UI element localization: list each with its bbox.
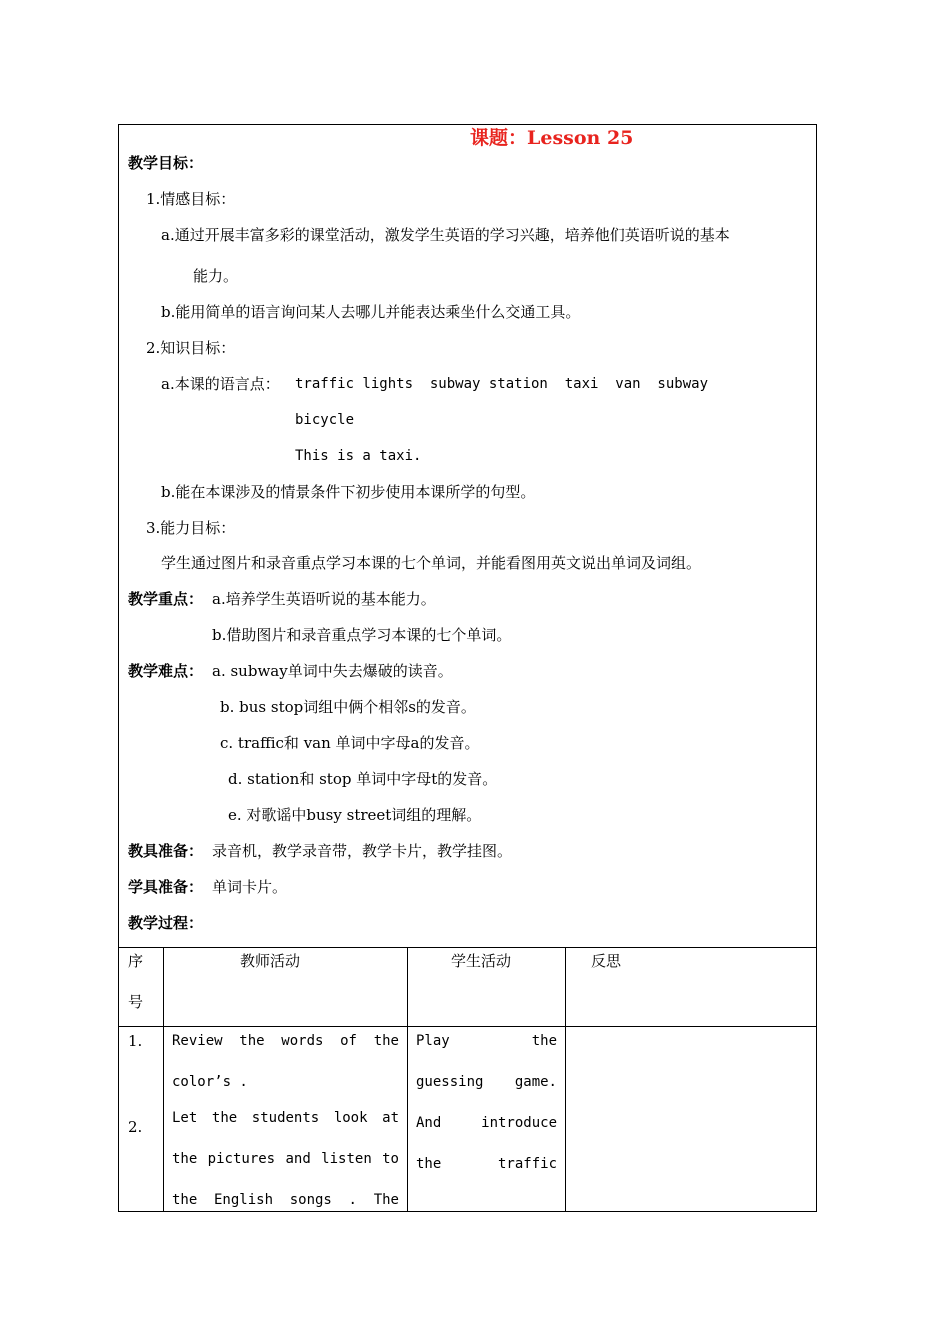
difficulty-b: b. bus stop词组中俩个相邻s的发音。 (220, 698, 476, 716)
header-teacher-activity: 教师活动 (240, 952, 301, 970)
table-top-border (118, 947, 817, 948)
table-col-divider-3 (565, 947, 566, 1212)
teacher-activity-line: Review the words of the (172, 1033, 399, 1049)
row-number-1: 1. (128, 1032, 143, 1050)
knowledge-goal-words: traffic lights subway station taxi van subway (295, 376, 709, 392)
objectives-heading: 教学目标： (128, 154, 204, 172)
teacher-tools-text: 录音机，教学录音带，教学卡片，教学挂图。 (212, 842, 513, 860)
student-activity-line: the traffic (416, 1156, 557, 1172)
header-num-1: 序 (128, 952, 144, 970)
table-col-divider-2 (407, 947, 408, 1212)
emotional-goal-b: b.能用简单的语言询问某人去哪儿并能表达乘坐什么交通工具。 (161, 303, 581, 321)
knowledge-goal-a-prefix: a.本课的语言点： (161, 375, 280, 393)
knowledge-goal-label: 2.知识目标： (146, 339, 236, 357)
key-point-a: a.培养学生英语听说的基本能力。 (212, 590, 436, 608)
knowledge-goal-sentence: This is a taxi. (295, 448, 422, 464)
header-reflection: 反思 (591, 952, 622, 970)
difficulty-a: a. subway单词中失去爆破的读音。 (212, 662, 453, 680)
key-points-label: 教学重点： (128, 590, 204, 608)
ability-goal-text: 学生通过图片和录音重点学习本课的七个单词，并能看图用英文说出单词及词组。 (161, 554, 702, 572)
student-activity-line: Play the (416, 1033, 557, 1049)
table-col-divider-1 (163, 947, 164, 1212)
teacher-activity-line: the English songs . The (172, 1192, 399, 1208)
emotional-goal-a-line1: a.通过开展丰富多彩的课堂活动，激发学生英语的学习兴趣，培养他们英语听说的基本 (161, 226, 730, 244)
teacher-tools-label: 教具准备： (128, 842, 204, 860)
student-activity-line: And introduce (416, 1115, 557, 1131)
student-tools-text: 单词卡片。 (212, 878, 288, 896)
teacher-activity-line: color’s . (172, 1074, 248, 1090)
page-title: 课题：Lesson 25 (470, 127, 634, 149)
knowledge-goal-b: b.能在本课涉及的情景条件下初步使用本课所学的句型。 (161, 483, 536, 501)
emotional-goal-a-line2: 能力。 (193, 267, 239, 285)
teacher-activity-cell (172, 1021, 399, 1221)
teacher-activity-line: the pictures and listen to (172, 1151, 399, 1167)
key-point-b: b.借助图片和录音重点学习本课的七个单词。 (212, 626, 512, 644)
knowledge-goal-words-2: bicycle (295, 412, 355, 428)
header-num-2: 号 (128, 993, 144, 1011)
ability-goal-label: 3.能力目标： (146, 519, 236, 537)
difficulties-label: 教学难点： (128, 662, 204, 680)
difficulty-c: c. traffic和 van 单词中字母a的发音。 (220, 734, 480, 752)
teacher-activity-line: Let the students look at (172, 1110, 399, 1126)
emotional-goal-label: 1.情感目标： (146, 190, 236, 208)
difficulty-e: e. 对歌谣中busy street词组的理解。 (228, 806, 482, 824)
header-student-activity: 学生活动 (451, 952, 512, 970)
student-tools-label: 学具准备： (128, 878, 204, 896)
row-number-2: 2. (128, 1118, 143, 1136)
student-activity-line: guessing game. (416, 1074, 557, 1090)
process-label: 教学过程： (128, 914, 204, 932)
difficulty-d: d. station和 stop 单词中字母t的发音。 (228, 770, 498, 788)
student-activity-cell (416, 1021, 557, 1185)
